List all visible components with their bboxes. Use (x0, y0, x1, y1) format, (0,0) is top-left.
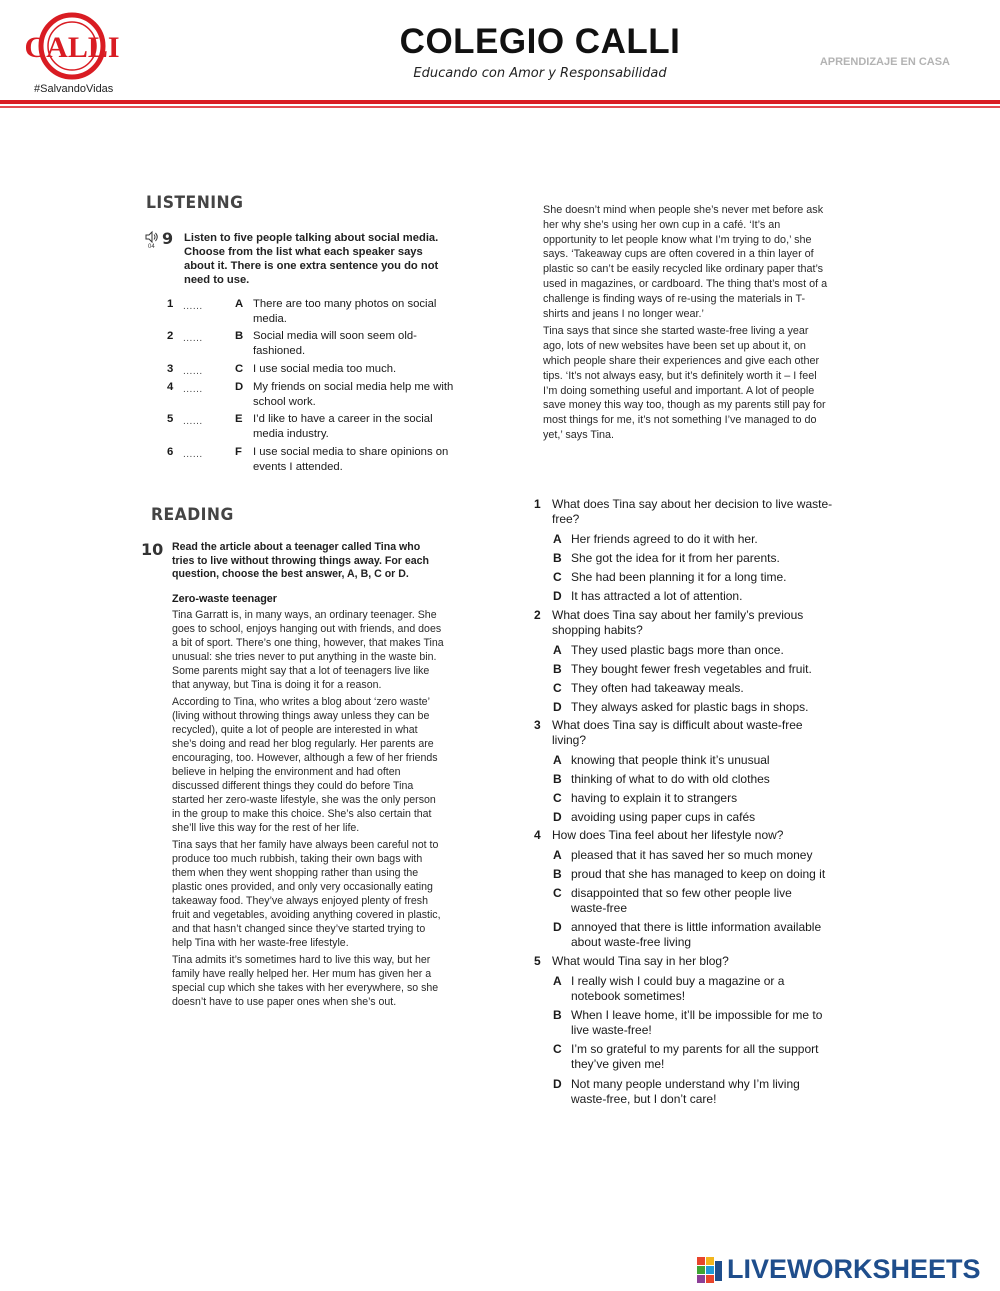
track-number: 04 (148, 244, 155, 250)
question-text: How does Tina feel about her lifestyle now? (552, 828, 784, 842)
option-text: She got the idea for it from her parents. (571, 551, 780, 565)
question-number: 1 (534, 497, 541, 511)
item-number: 2 (167, 330, 174, 342)
question-text: What does Tina say is difficult about waste-free living? (552, 718, 803, 747)
article-paragraph: She doesn’t mind when people she’s never met before ask her why she’s using her own cup in a café. ‘It’s an opportunity to let people know what I’m trying to do,’ she says. ‘Takeaway cups are often covered in a thin layer of plastic so can’t be easily recycled like ordinary paper that’s used in magazines, or cardboard. The thing that’s most of a challenge is finding ways of re-using the materials in T-shirts and jeans I no longer wear.’ (543, 204, 828, 320)
item-number: 1 (167, 298, 174, 310)
item-number: 3 (167, 363, 174, 375)
option-text: They often had takeaway meals. (571, 681, 744, 695)
option-text: Social media will soon seem old-fashioned. (253, 330, 417, 357)
question-number: 4 (534, 828, 541, 842)
exercise-instruction: Listen to five people talking about social media. Choose from the list what each speaker says about it. There is one extra sentence you do not need to use. (184, 232, 439, 286)
option-letter: A (553, 974, 562, 988)
logo-lettering: CALLI (24, 31, 120, 64)
exercise-number: 10 (141, 540, 164, 559)
article-paragraph: According to Tina, who writes a blog about ‘zero waste’ (living without throwing things away unless they can be recycled), quite a lot of people are interested in what she’s doing and read her blog regularly. Her parents are encouraging, too. However, although a few of her friends believe in helping the environment and had often discussed different things they could do before Tina started her zero-waste lifestyle, she was the only person in the group to make this choice. She’s also certain that she’ll live this way for the rest of her life. (172, 696, 438, 834)
option-text: There are too many photos on social media. (253, 298, 437, 325)
article-paragraph: Tina Garratt is, in many ways, an ordinary teenager. She goes to school, enjoys hanging out with friends, and does a bit of sport. There’s one thing, however, that makes Tina unusual: she tries never to put anything in the waste bin. Some parents might say that a lot of teenagers live like that anyway, but Tina is doing it for a reason. (172, 609, 444, 691)
option-letter: B (553, 1008, 562, 1022)
reading-heading: READING (151, 505, 234, 525)
option-text: having to explain it to strangers (571, 791, 738, 805)
header-divider-thin (0, 106, 1000, 108)
option-text: pleased that it has saved her so much money (571, 848, 813, 862)
answer-blank[interactable]: ...... (183, 449, 203, 460)
option-letter: D (553, 920, 562, 934)
option-text: thinking of what to do with old clothes (571, 772, 770, 786)
option-letter: C (553, 791, 562, 805)
motto: Educando con Amor y Responsabilidad (413, 66, 667, 81)
article-paragraph: Tina says that her family have always been careful not to produce too much rubbish, taking their own bags with them when they went shopping rather than using the plastic ones provided, and only very occasionally eating takeaway food. They’ve always enjoyed plenty of fresh fruit and vegetables, avoiding anything covered in plastic, and that hasn’t changed since they’ve started trying to help Tina with her waste-free lifestyle. (172, 839, 441, 949)
option-text: avoiding using paper cups in cafés (571, 810, 756, 824)
article-paragraph: Tina admits it’s sometimes hard to live this way, but her family have really helped her. Her mum has given her a special cup which she takes with her everywhere, so she doesn’t have to use paper ones when she’s out. (172, 954, 439, 1008)
option-letter: D (553, 589, 562, 603)
option-letter: D (553, 810, 562, 824)
option-letter: C (235, 363, 244, 375)
option-text: annoyed that there is little information available about waste-free living (571, 920, 822, 949)
item-number: 6 (167, 446, 174, 458)
option-letter: A (553, 532, 562, 546)
school-logo (24, 12, 120, 80)
speaker-icon (145, 231, 159, 243)
option-letter: C (553, 1042, 562, 1056)
question-number: 2 (534, 608, 541, 622)
page-title: COLEGIO CALLI (399, 22, 681, 61)
question-number: 3 (534, 718, 541, 732)
option-letter: F (235, 446, 242, 458)
option-letter: D (553, 700, 562, 714)
item-number: 4 (167, 381, 174, 393)
liveworksheets-brand[interactable]: LIVEWORKSHEETS (727, 1254, 981, 1284)
option-text: I really wish I could buy a magazine or a notebook sometimes! (571, 974, 785, 1003)
option-text: Her friends agreed to do it with her. (571, 532, 758, 546)
option-letter: D (553, 1077, 562, 1091)
option-letter: B (553, 551, 562, 565)
exercise-number: 9 (162, 229, 174, 248)
option-text: I use social media to share opinions on events I attended. (253, 446, 449, 473)
answer-blank[interactable]: ...... (183, 416, 203, 427)
option-text: She had been planning it for a long time. (571, 570, 787, 584)
option-text: I use social media too much. (253, 363, 397, 375)
option-letter: B (553, 867, 562, 881)
answer-blank[interactable]: ...... (183, 333, 203, 344)
option-letter: B (553, 772, 562, 786)
option-letter: A (553, 643, 562, 657)
article-continued (543, 203, 830, 446)
option-text: I’m so grateful to my parents for all the support they’ve given me! (571, 1042, 819, 1071)
hashtag: #SalvandoVidas (34, 83, 114, 95)
item-number: 5 (167, 413, 174, 425)
option-text: I’d like to have a career in the social media industry. (253, 413, 433, 440)
option-letter: D (235, 381, 244, 393)
option-letter: C (553, 886, 562, 900)
option-text: They bought fewer fresh vegetables and fruit. (571, 662, 812, 676)
option-text: When I leave home, it’ll be impossible for me to live waste-free! (571, 1008, 823, 1037)
option-letter: A (553, 753, 562, 767)
option-text: It has attracted a lot of attention. (571, 589, 743, 603)
exercise-instruction: Read the article about a teenager called Tina who tries to live without throwing things away. For each question, choose the best answer, A, B, C or D. (172, 541, 430, 580)
question-text: What does Tina say about her family’s previous shopping habits? (552, 608, 804, 637)
liveworksheets-logo-icon (697, 1257, 723, 1283)
option-letter: B (553, 662, 562, 676)
option-text: My friends on social media help me with school work. (253, 381, 454, 408)
article (172, 592, 444, 1012)
option-letter: C (553, 681, 562, 695)
answer-blank[interactable]: ...... (183, 301, 203, 312)
article-title: Zero-waste teenager (172, 593, 278, 605)
option-letter: C (553, 570, 562, 584)
header-divider (0, 100, 1000, 104)
option-text: They used plastic bags more than once. (571, 643, 784, 657)
option-text: disappointed that so few other people live waste-free (571, 886, 792, 915)
listening-heading: LISTENING (146, 193, 244, 213)
option-letter: E (235, 413, 243, 425)
option-text: proud that she has managed to keep on doing it (571, 867, 826, 881)
option-letter: B (235, 330, 244, 342)
answer-blank[interactable]: ...... (183, 366, 203, 377)
question-text: What does Tina say about her decision to live waste-free? (552, 497, 833, 526)
option-text: Not many people understand why I’m living waste-free, but I don’t care! (571, 1077, 800, 1106)
answer-blank[interactable]: ...... (183, 384, 203, 395)
question-number: 5 (534, 954, 541, 968)
option-text: knowing that people think it’s unusual (571, 753, 770, 767)
question-text: What would Tina say in her blog? (552, 954, 729, 968)
option-text: They always asked for plastic bags in shops. (571, 700, 809, 714)
article-paragraph: Tina says that since she started waste-free living a year ago, lots of new websites have been set up about it, on which people share their experiences and give each other tips. ‘It’s not always easy, but it’s definitely worth it – I feel I’m doing something useful and important. A lot of people save money this way too, though as my parents still pay for most things for me, it’s not something I’ve managed to do yet,’ says Tina. (543, 325, 826, 441)
header-label: APRENDIZAJE EN CASA (819, 56, 950, 68)
option-letter: A (235, 298, 244, 310)
option-letter: A (553, 848, 562, 862)
